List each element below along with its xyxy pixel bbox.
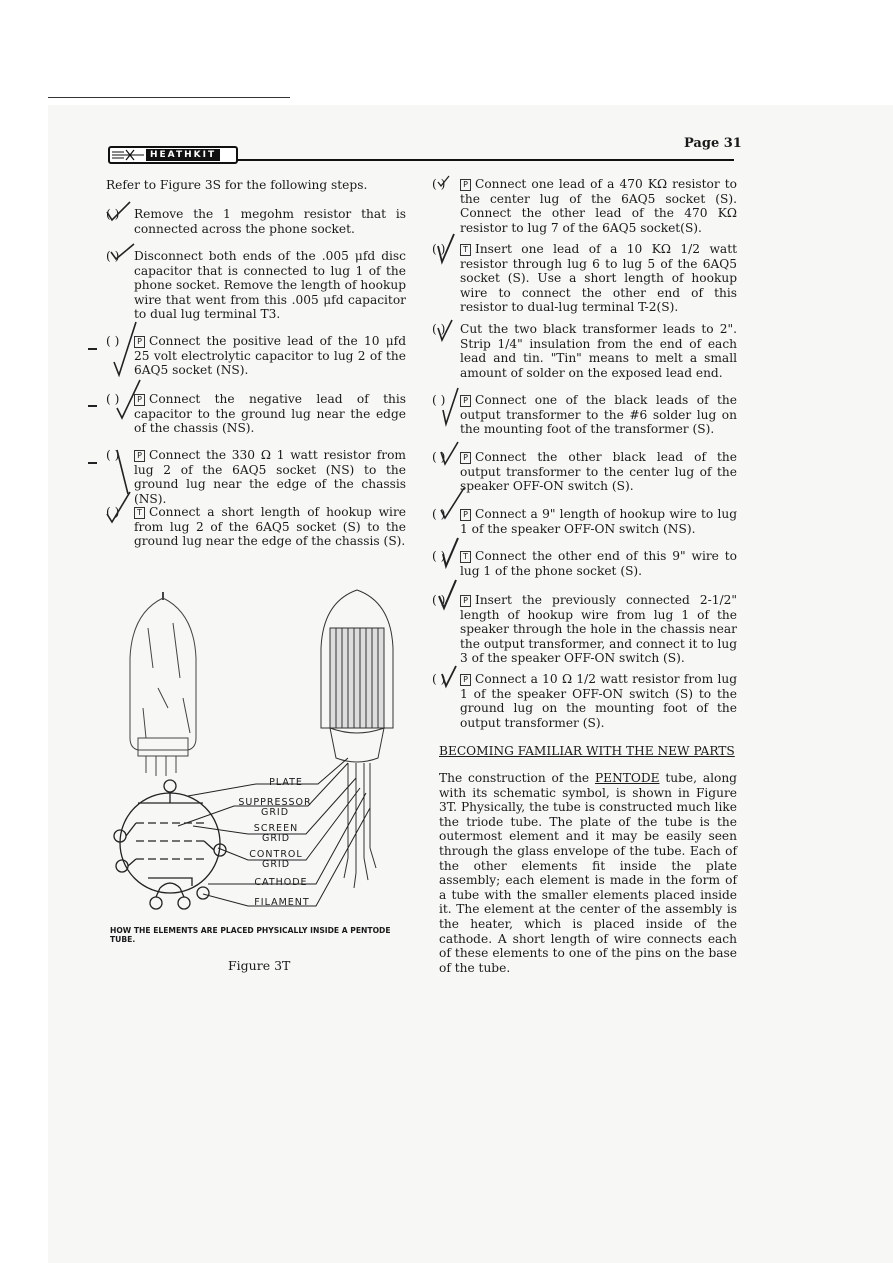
check-box-icon[interactable]: P xyxy=(460,395,471,407)
callout-label: CATHODE xyxy=(254,877,308,888)
intro-line: Refer to Figure 3S for the following steps. xyxy=(106,178,368,192)
check-box-icon[interactable]: P xyxy=(460,509,471,521)
check-box-icon[interactable]: P xyxy=(460,452,471,464)
scan-edge-line xyxy=(48,97,290,98)
handwritten-check-icon xyxy=(436,174,452,188)
step-text: Remove the 1 megohm resistor that is connected across the phone socket. xyxy=(134,207,406,236)
step-text: Connect a 10 Ω 1/2 watt resistor from lug 1 of the speaker OFF-ON switch (S) to the ground lug on the mounting foot of the output transformer (S). xyxy=(460,672,737,730)
handwritten-check-icon xyxy=(440,386,462,436)
callout-label: FILAMENT xyxy=(254,897,310,908)
step-text: Connect the negative lead of this capacitor to the ground lug near the edge of the chassis (NS). xyxy=(134,392,406,436)
pentode-keyword: PENTODE xyxy=(594,771,660,785)
margin-dash xyxy=(88,405,97,407)
pentode-figure xyxy=(108,588,418,918)
check-marker[interactable]: ( ) xyxy=(106,448,120,462)
brand-name: HEATHKIT xyxy=(146,149,220,161)
paragraph-text: tube, along with its schematic symbol, is shown in Figure 3T. Physically, the tube is constructed much like the triode tube. The plate of the tube is the outermost element and it may be easily seen through the glass envelope of the tube. Each of the other elements fit inside the plate assembly; each element is made in the form of a tube with the smaller elements placed inside it. The element at the center of the assembly is the heater, which is placed inside of the cathode. A short length of wire connects each of these elements to one of the pins on the base of the tube. xyxy=(439,771,737,975)
step-text: Connect one lead of a 470 KΩ resistor to the center lug of the 6AQ5 socket (S). Connect the other lead of the 470 KΩ resistor to lug 7 of the 6AQ5 socket(S). xyxy=(460,177,737,235)
check-marker[interactable]: ( ) xyxy=(432,242,446,256)
check-box-icon[interactable]: T xyxy=(134,507,145,519)
check-box-icon[interactable]: P xyxy=(134,450,145,462)
handwritten-check-icon xyxy=(438,486,468,524)
margin-dash xyxy=(88,348,97,350)
check-marker[interactable]: ( ) xyxy=(432,177,446,191)
handwritten-check-icon xyxy=(104,490,134,524)
pentode-paragraph xyxy=(439,771,737,975)
check-box-icon[interactable]: P xyxy=(460,179,471,191)
figure-caption: HOW THE ELEMENTS ARE PLACED PHYSICALLY INSIDE A PENTODE TUBE. xyxy=(110,926,391,944)
check-marker[interactable]: ( ) xyxy=(106,505,120,519)
check-marker[interactable]: ( ) xyxy=(432,672,446,686)
callout-label: PLATE xyxy=(269,777,303,788)
check-box-icon[interactable]: P xyxy=(134,394,145,406)
callout-label: CONTROL GRID xyxy=(249,849,303,870)
step-text: Disconnect both ends of the .005 μfd disc capacitor that is connected to lug 1 of the phone socket. Remove the length of hookup wire that went from this .005 μfd capacitor to dual lug terminal T3. xyxy=(134,249,406,322)
margin-dash xyxy=(88,462,97,464)
handwritten-check-icon xyxy=(438,440,462,470)
step-text: Connect one of the black leads of the output transformer to the #6 solder lug on the mounting foot of the transformer (S). xyxy=(460,393,737,437)
scan-margin xyxy=(0,0,48,1263)
step-text: Connect the other black lead of the output transformer to the center lug of the speaker OFF-ON switch (S). xyxy=(460,450,737,494)
handwritten-check-icon xyxy=(114,378,144,438)
handwritten-check-icon xyxy=(440,664,460,690)
check-box-icon[interactable]: T xyxy=(460,551,471,563)
check-marker[interactable]: ( ) xyxy=(432,549,446,563)
callout-label: SUPPRESSOR GRID xyxy=(238,797,312,818)
page-number: Page 31 xyxy=(684,136,742,151)
check-box-icon[interactable]: P xyxy=(460,595,471,607)
header-rule xyxy=(238,159,734,161)
logo-emblem-icon xyxy=(112,149,144,161)
check-marker[interactable]: ( ) xyxy=(432,593,446,607)
check-box-icon[interactable]: P xyxy=(134,336,145,348)
handwritten-check-icon xyxy=(104,200,134,222)
paragraph-text: The construction of the xyxy=(439,771,595,785)
check-marker[interactable]: ( ) xyxy=(432,507,446,521)
heathkit-logo xyxy=(108,146,238,164)
step-text: Connect the other end of this 9" wire to lug 1 of the phone socket (S). xyxy=(460,549,737,578)
handwritten-check-icon xyxy=(108,242,138,264)
check-marker[interactable]: ( ) xyxy=(432,393,446,407)
callout-label: SCREEN GRID xyxy=(253,823,299,844)
check-marker[interactable]: ( ) xyxy=(106,392,120,406)
step-text: Connect the positive lead of the 10 μfd 25 volt electrolytic capacitor to lug 2 of the 6AQ5 socket (NS). xyxy=(134,334,406,378)
step-text: Connect a short length of hookup wire from lug 2 of the 6AQ5 socket (S) to the ground lug near the edge of the chassis (S). xyxy=(134,505,406,549)
handwritten-check-icon xyxy=(436,318,456,344)
step-text: Insert the previously connected 2-1/2" length of hookup wire from lug 1 of the speaker through the hole in the chassis near the output transformer, and connect it to lug 3 of the speaker OFF-ON switch (S). xyxy=(460,593,737,666)
section-heading: BECOMING FAMILIAR WITH THE NEW PARTS xyxy=(439,744,735,758)
check-marker[interactable]: ( ) xyxy=(106,334,120,348)
handwritten-check-icon xyxy=(110,320,140,380)
handwritten-check-icon xyxy=(436,578,460,612)
step-text: Connect a 9" length of hookup wire to lug 1 of the speaker OFF-ON switch (NS). xyxy=(460,507,737,536)
check-marker[interactable]: ( ) xyxy=(432,322,446,336)
check-box-icon[interactable]: P xyxy=(460,674,471,686)
check-marker[interactable]: ( ) xyxy=(106,207,120,221)
handwritten-check-icon xyxy=(440,536,462,570)
step-text: Insert one lead of a 10 KΩ 1/2 watt resistor through lug 6 to lug 5 of the 6AQ5 socket (S). Use a short length of hookup wire to connect the other end of this resistor to dual-lug terminal T-2(S). xyxy=(460,242,737,315)
step-text: Cut the two black transformer leads to 2". Strip 1/4" insulation from the end of each lead and tin. "Tin" means to melt a small amount of solder on the exposed lead end. xyxy=(460,322,737,380)
check-marker[interactable]: ( ) xyxy=(432,450,446,464)
handwritten-check-icon xyxy=(436,232,458,272)
figure-label: Figure 3T xyxy=(228,958,291,973)
check-marker[interactable]: ( ) xyxy=(106,249,120,263)
step-text: Connect the 330 Ω 1 watt resistor from lug 2 of the 6AQ5 socket (NS) to the ground lug near the edge of the chassis (NS). xyxy=(134,448,406,506)
check-box-icon[interactable]: T xyxy=(460,244,471,256)
